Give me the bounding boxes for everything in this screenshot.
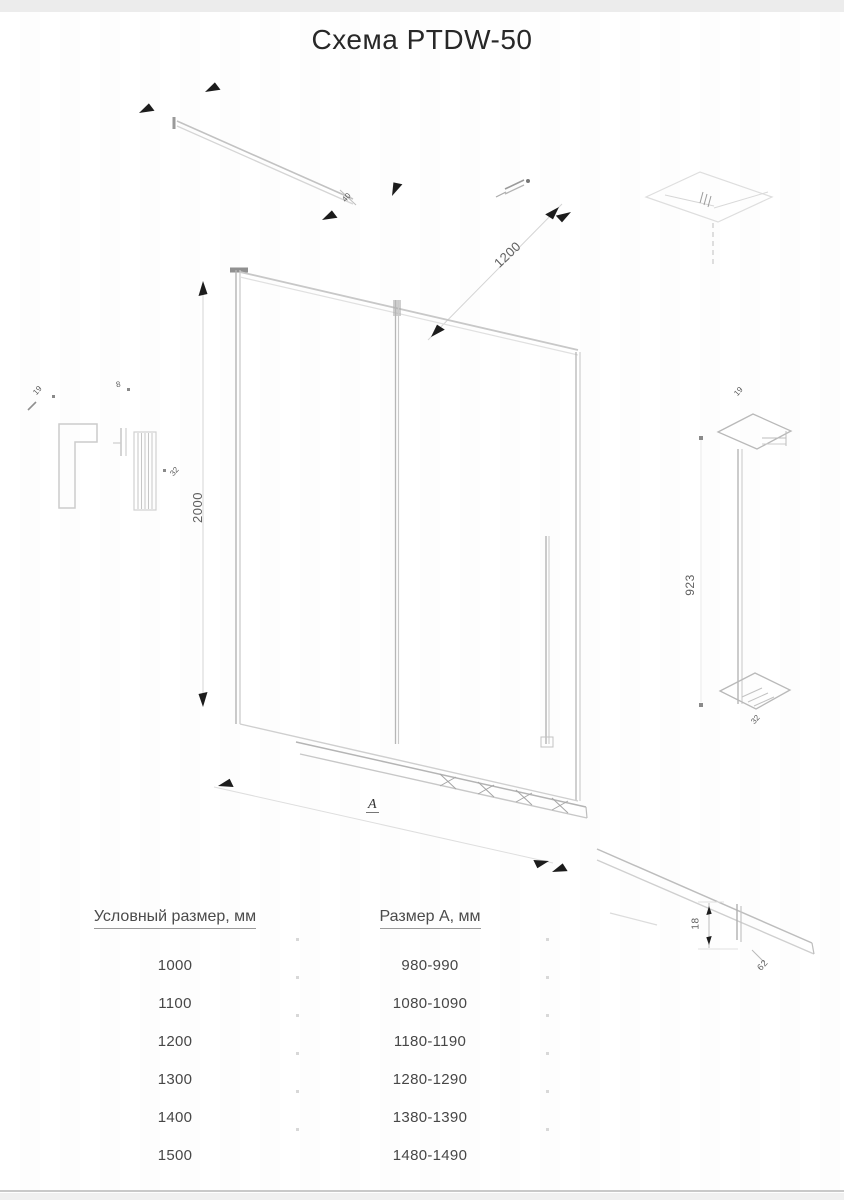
table-row: 1380-1390 — [392, 1109, 468, 1126]
dim-label-wall-a: 19 — [31, 384, 44, 397]
page-title: Схема PTDW-50 — [311, 24, 533, 55]
dim-label-handle-bottom: 32 — [749, 713, 762, 726]
table-header-size-a: Размер А, мм — [310, 908, 550, 929]
page-bottom-band — [0, 1193, 844, 1200]
table-header-nominal: Условный размер, мм — [60, 908, 290, 929]
dim-label-handle-top: 19 — [732, 385, 745, 398]
dim-label-top-rail: 40 — [340, 191, 353, 204]
dim-label-A: A — [368, 797, 377, 812]
table-column-separator — [296, 938, 299, 1150]
dim-label-18: 18 — [690, 917, 702, 930]
dim-label-1200: 1200 — [491, 238, 524, 271]
table-row: 980-990 — [401, 957, 459, 974]
table-row: 1400 — [157, 1109, 193, 1126]
table-row: 1480-1490 — [392, 1147, 468, 1164]
wall-profile-section-detail — [28, 388, 166, 510]
top-bracket-detail — [646, 172, 772, 268]
dim-label-923: 923 — [682, 574, 697, 596]
table-row: 1180-1190 — [393, 1033, 467, 1050]
table-row: 1100 — [158, 995, 192, 1012]
dim-label-2000: 2000 — [189, 492, 205, 523]
page-bottom-rule — [0, 1190, 844, 1192]
bottom-rail-detail — [550, 849, 814, 962]
table-row: 1000 — [157, 957, 193, 974]
table-row: 1300 — [157, 1071, 193, 1088]
door-elevation — [230, 181, 587, 818]
top-rail-detail — [137, 82, 356, 224]
table-row: 1200 — [157, 1033, 193, 1050]
dim-label-wall-c: 32 — [168, 465, 181, 478]
dim-label-62: 62 — [755, 957, 770, 973]
dim-label-wall-b: 8 — [115, 379, 122, 390]
table-row: 1080-1090 — [392, 995, 468, 1012]
table-row: 1280-1290 — [392, 1071, 468, 1088]
bottom-dimension-A — [214, 778, 553, 869]
handle-side-view — [699, 414, 791, 709]
table-row: 1500 — [157, 1147, 193, 1164]
